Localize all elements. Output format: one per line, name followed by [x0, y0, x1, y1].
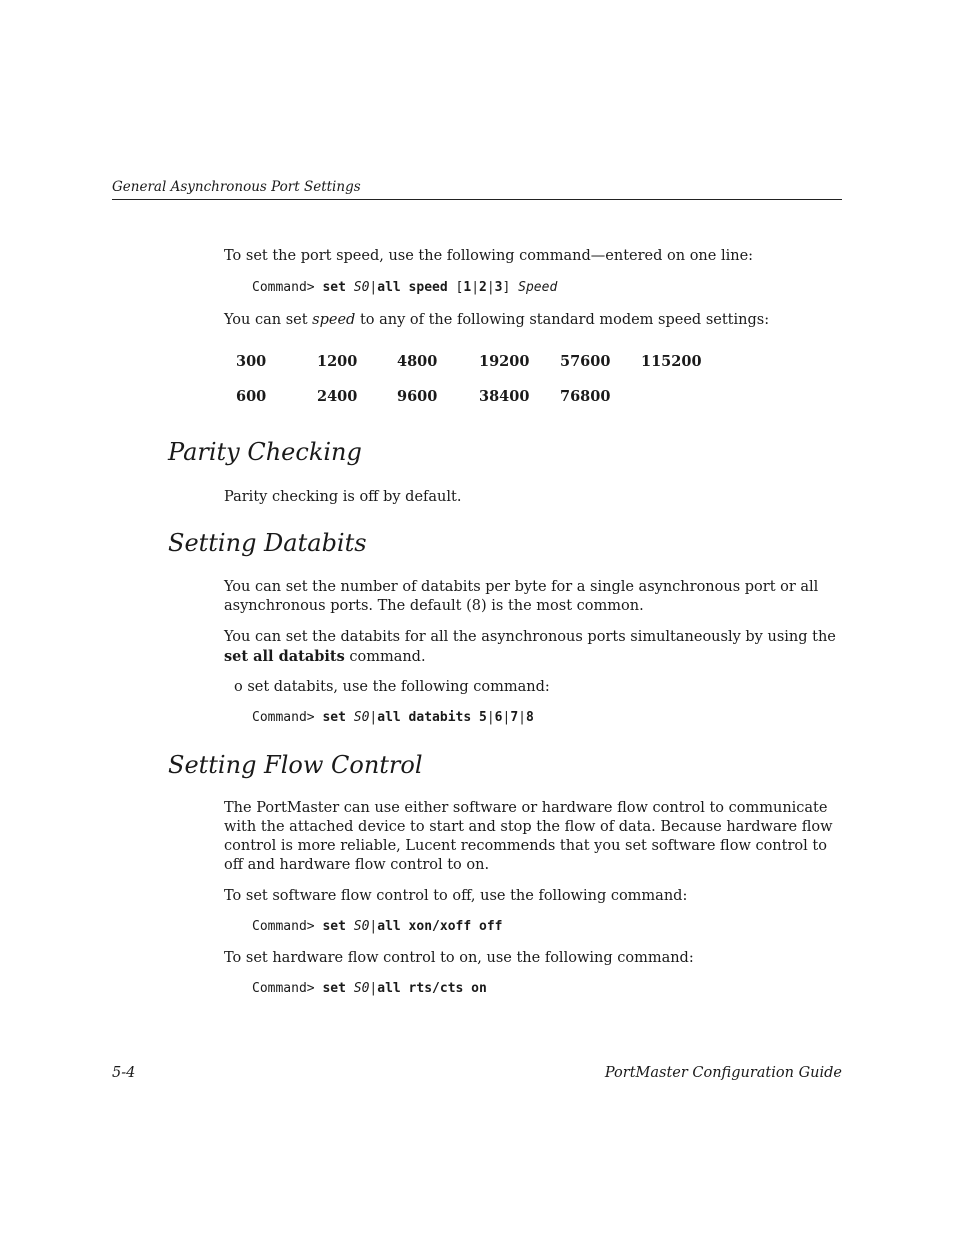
cmd-sep: |: [486, 710, 495, 725]
command-prompt: Command>: [252, 710, 315, 725]
cmd-set: set: [322, 981, 346, 996]
databits-paragraph-2: [224, 628, 842, 667]
cmd-port: S0: [353, 919, 370, 934]
cmd-sep: |: [369, 710, 378, 725]
cmd-opt-1: 1: [463, 280, 472, 295]
hardware-flow-intro: To set hardware flow control to on, use the following command:: [224, 950, 694, 966]
cmd-opt-2: 2: [479, 280, 487, 295]
cmd-sep: |: [486, 280, 495, 295]
book-title: PortMaster Configuration Guide: [604, 1065, 842, 1081]
speeds-row-1: [0, 353, 954, 373]
cmd-sep: |: [369, 280, 378, 295]
software-flow-intro: To set software flow control to off, use the following command:: [224, 888, 688, 904]
cmd-bracket-close: ]: [502, 280, 511, 295]
cmd-set: set: [322, 710, 346, 725]
cmd-opt: 7: [510, 710, 519, 725]
cmd-opt: 8: [525, 710, 534, 725]
hardware-flow-command: [252, 981, 487, 996]
cmd-sep: |: [471, 280, 480, 295]
flow-paragraph-1: The PortMaster can use either software or hardware flow control to communicate with the attached device to start and stop the flow of data. Because hardware flow control is more reliable, Lucent recommends that you set software flow control to off and hardware flow control to on.: [224, 800, 833, 873]
page-number: 5-4: [112, 1065, 136, 1081]
cmd-arg-speed: Speed: [518, 280, 558, 295]
text-bold-command: set all databits: [224, 648, 345, 665]
speed-value: 9600: [397, 388, 438, 405]
port-speed-command: [252, 280, 557, 295]
speed-value: 4800: [397, 353, 438, 370]
software-flow-command: [252, 919, 502, 934]
cmd-sep: |: [369, 981, 378, 996]
cmd-rest: all databits 5: [377, 710, 487, 725]
databits-command: [252, 710, 534, 725]
section-heading-flow-control: Setting Flow Control: [168, 751, 423, 779]
section-heading-parity: Parity Checking: [168, 438, 362, 466]
cmd-opt: 6: [494, 710, 503, 725]
speed-value: 38400: [479, 388, 530, 405]
text-span: You can set: [224, 312, 313, 328]
databits-paragraph-1: You can set the number of databits per byte for a single asynchronous port or all asynchronous ports. The default (8) is the most common.: [224, 579, 819, 614]
cmd-set: set: [322, 919, 346, 934]
header-rule: [112, 199, 842, 200]
speed-value: 600: [236, 388, 267, 405]
cmd-rest: all xon/xoff off: [377, 919, 503, 934]
speed-settings-text: [224, 311, 842, 330]
command-prompt: Command>: [252, 919, 315, 934]
cmd-port: S0: [353, 710, 370, 725]
text-span: You can set the databits for all the asynchronous ports simultaneously by using the: [224, 629, 836, 645]
speed-value: 300: [236, 353, 267, 370]
speed-value: 2400: [317, 388, 358, 405]
speed-value: 115200: [641, 353, 702, 370]
parity-text: Parity checking is off by default.: [224, 489, 462, 505]
cmd-sep: |: [369, 919, 378, 934]
cmd-sep: |: [502, 710, 511, 725]
speed-value: 1200: [317, 353, 358, 370]
command-prompt: Command>: [252, 280, 315, 295]
cmd-rest: all rts/cts on: [377, 981, 487, 996]
cmd-set: set: [322, 280, 346, 295]
port-speed-intro: To set the port speed, use the following command—entered on one line:: [224, 248, 754, 264]
cmd-opt-3: 3: [494, 280, 503, 295]
text-emphasis: speed: [312, 312, 356, 328]
text-span: command.: [344, 649, 426, 665]
section-heading-databits: Setting Databits: [168, 529, 367, 557]
speeds-row-2: [0, 388, 954, 408]
speed-value: 57600: [560, 353, 611, 370]
databits-paragraph-3: o set databits, use the following command:: [234, 679, 550, 695]
command-prompt: Command>: [252, 981, 315, 996]
speed-value: 19200: [479, 353, 530, 370]
cmd-all-speed: all speed: [377, 280, 448, 295]
cmd-port: S0: [353, 981, 370, 996]
cmd-bracket-open: [: [455, 280, 464, 295]
cmd-port: S0: [353, 280, 370, 295]
text-span: to any of the following standard modem speed settings:: [355, 312, 770, 328]
speed-value: 76800: [560, 388, 611, 405]
cmd-sep: |: [518, 710, 526, 725]
running-header: General Asynchronous Port Settings: [112, 179, 361, 195]
